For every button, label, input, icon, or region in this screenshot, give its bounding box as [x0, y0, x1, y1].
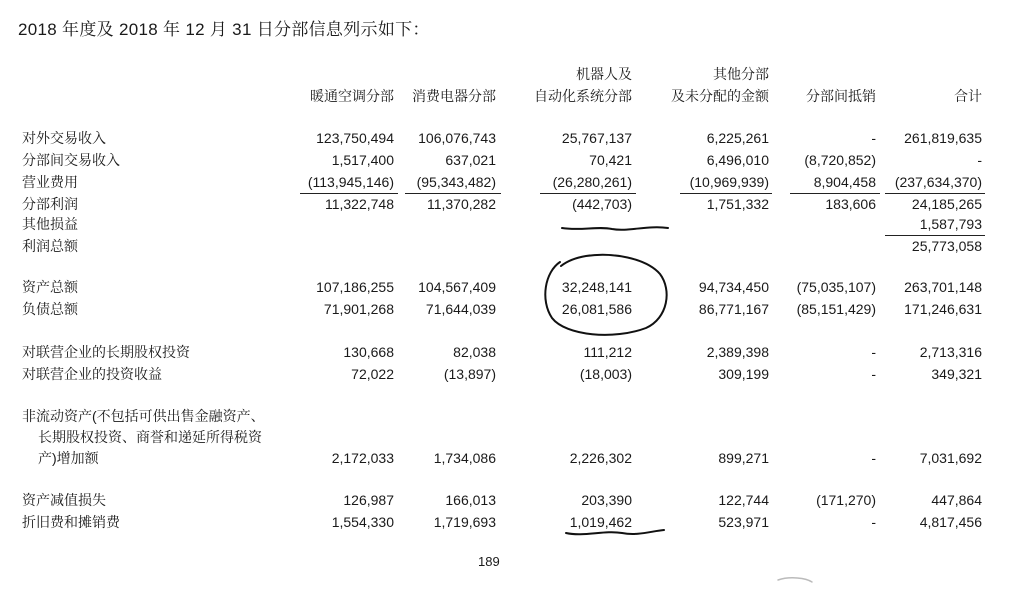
table-cell: 447,864	[931, 492, 982, 508]
table-cell: -	[871, 130, 876, 146]
table-cell: 94,734,450	[698, 279, 769, 295]
column-header-line: 其他分部	[713, 66, 769, 82]
table-cell: 25,767,137	[561, 130, 632, 146]
row-label: 对联营企业的长期股权投资	[22, 344, 190, 360]
table-cell: 6,225,261	[706, 130, 769, 146]
table-cell: 26,081,586	[561, 301, 632, 317]
table-cell: 25,773,058	[911, 238, 982, 254]
table-cell: 106,076,743	[418, 130, 496, 146]
row-label: 对外交易收入	[22, 130, 106, 146]
pen-underline-mark	[562, 227, 668, 230]
row-label: 产)增加额	[38, 450, 99, 466]
table-cell: 2,713,316	[919, 344, 982, 360]
column-header-line: 分部间抵销	[806, 88, 876, 104]
table-cell: (18,003)	[579, 366, 632, 382]
row-label: 其他损益	[22, 216, 78, 232]
table-cell: 637,021	[445, 152, 496, 168]
table-cell: 171,246,631	[904, 301, 982, 317]
column-header-line: 机器人及	[576, 66, 632, 82]
pen-circle-mark	[545, 255, 666, 335]
table-cell: 203,390	[581, 492, 632, 508]
table-cell: (13,897)	[443, 366, 496, 382]
table-cell: 130,668	[343, 344, 394, 360]
table-cell: 183,606	[825, 196, 876, 212]
table-cell: 1,587,793	[919, 216, 982, 232]
row-label: 分部利润	[22, 196, 78, 212]
table-cell: 70,421	[589, 152, 632, 168]
table-cell: 349,321	[931, 366, 982, 382]
row-label: 资产总额	[22, 279, 78, 295]
table-cell: 6,496,010	[706, 152, 769, 168]
table-cell: 24,185,265	[911, 196, 982, 212]
column-header-line: 暖通空调分部	[310, 88, 394, 104]
table-cell: 1,019,462	[569, 514, 632, 530]
table-cell: (442,703)	[572, 196, 632, 212]
table-cell: 899,271	[718, 450, 769, 466]
table-cell: 309,199	[718, 366, 769, 382]
column-header-line: 及未分配的金额	[671, 88, 769, 104]
table-cell: (26,280,261)	[552, 174, 632, 190]
table-cell: 2,389,398	[706, 344, 769, 360]
table-cell: 263,701,148	[904, 279, 982, 295]
table-cell: 1,517,400	[331, 152, 394, 168]
table-cell: -	[871, 514, 876, 530]
pen-stray-mark	[778, 578, 812, 582]
table-cell: 1,719,693	[433, 514, 496, 530]
table-cell: 4,817,456	[919, 514, 982, 530]
table-cell: 71,901,268	[323, 301, 394, 317]
table-cell: (237,634,370)	[894, 174, 982, 190]
table-cell: 72,022	[351, 366, 394, 382]
table-cell: 107,186,255	[316, 279, 394, 295]
table-cell: 32,248,141	[561, 279, 632, 295]
row-label: 折旧费和摊销费	[22, 514, 120, 530]
table-cell: 122,744	[718, 492, 769, 508]
table-cell: 11,322,748	[324, 196, 394, 212]
document-heading: 2018 年度及 2018 年 12 月 31 日分部信息列示如下：	[18, 20, 430, 39]
table-cell: (113,945,146)	[307, 174, 394, 190]
table-cell: 8,904,458	[813, 174, 876, 190]
table-cell: (8,720,852)	[804, 152, 876, 168]
table-cell: (171,270)	[816, 492, 876, 508]
table-cell: 104,567,409	[418, 279, 496, 295]
table-cell: -	[871, 344, 876, 360]
row-label: 对联营企业的投资收益	[22, 366, 162, 382]
table-cell: 523,971	[718, 514, 769, 530]
row-label: 分部间交易收入	[22, 152, 120, 168]
column-header-line: 自动化系统分部	[534, 88, 632, 104]
row-label: 营业费用	[22, 174, 78, 190]
table-cell: 11,370,282	[426, 196, 496, 212]
table-cell: -	[977, 152, 982, 168]
table-cell: 111,212	[583, 344, 632, 360]
table-cell: (95,343,482)	[416, 174, 496, 190]
row-label: 利润总额	[22, 238, 78, 254]
table-cell: 126,987	[343, 492, 394, 508]
table-cell: (10,969,939)	[689, 174, 769, 190]
table-cell: 1,751,332	[706, 196, 769, 212]
table-cell: -	[871, 450, 876, 466]
table-cell: -	[871, 366, 876, 382]
column-header-line: 合计	[954, 88, 982, 104]
table-cell: 2,172,033	[331, 450, 394, 466]
table-cell: 86,771,167	[698, 301, 769, 317]
table-cell: 7,031,692	[919, 450, 982, 466]
table-cell: 1,554,330	[331, 514, 394, 530]
table-cell: 1,734,086	[433, 450, 496, 466]
table-cell: 123,750,494	[316, 130, 394, 146]
row-label: 非流动资产(不包括可供出售金融资产、	[22, 408, 265, 424]
column-header-line: 消费电器分部	[412, 88, 496, 104]
table-cell: 71,644,039	[425, 301, 496, 317]
table-cell: 261,819,635	[904, 130, 982, 146]
table-cell: (85,151,429)	[796, 301, 876, 317]
table-cell: 82,038	[453, 344, 496, 360]
row-label: 长期股权投资、商誉和递延所得税资	[38, 429, 262, 445]
row-label: 负债总额	[22, 301, 78, 317]
pen-underline-mark	[566, 530, 664, 534]
table-cell: 166,013	[445, 492, 496, 508]
table-cell: (75,035,107)	[796, 279, 876, 295]
row-label: 资产减值损失	[22, 492, 106, 508]
table-cell: 2,226,302	[569, 450, 632, 466]
page-number: 189	[478, 554, 500, 569]
